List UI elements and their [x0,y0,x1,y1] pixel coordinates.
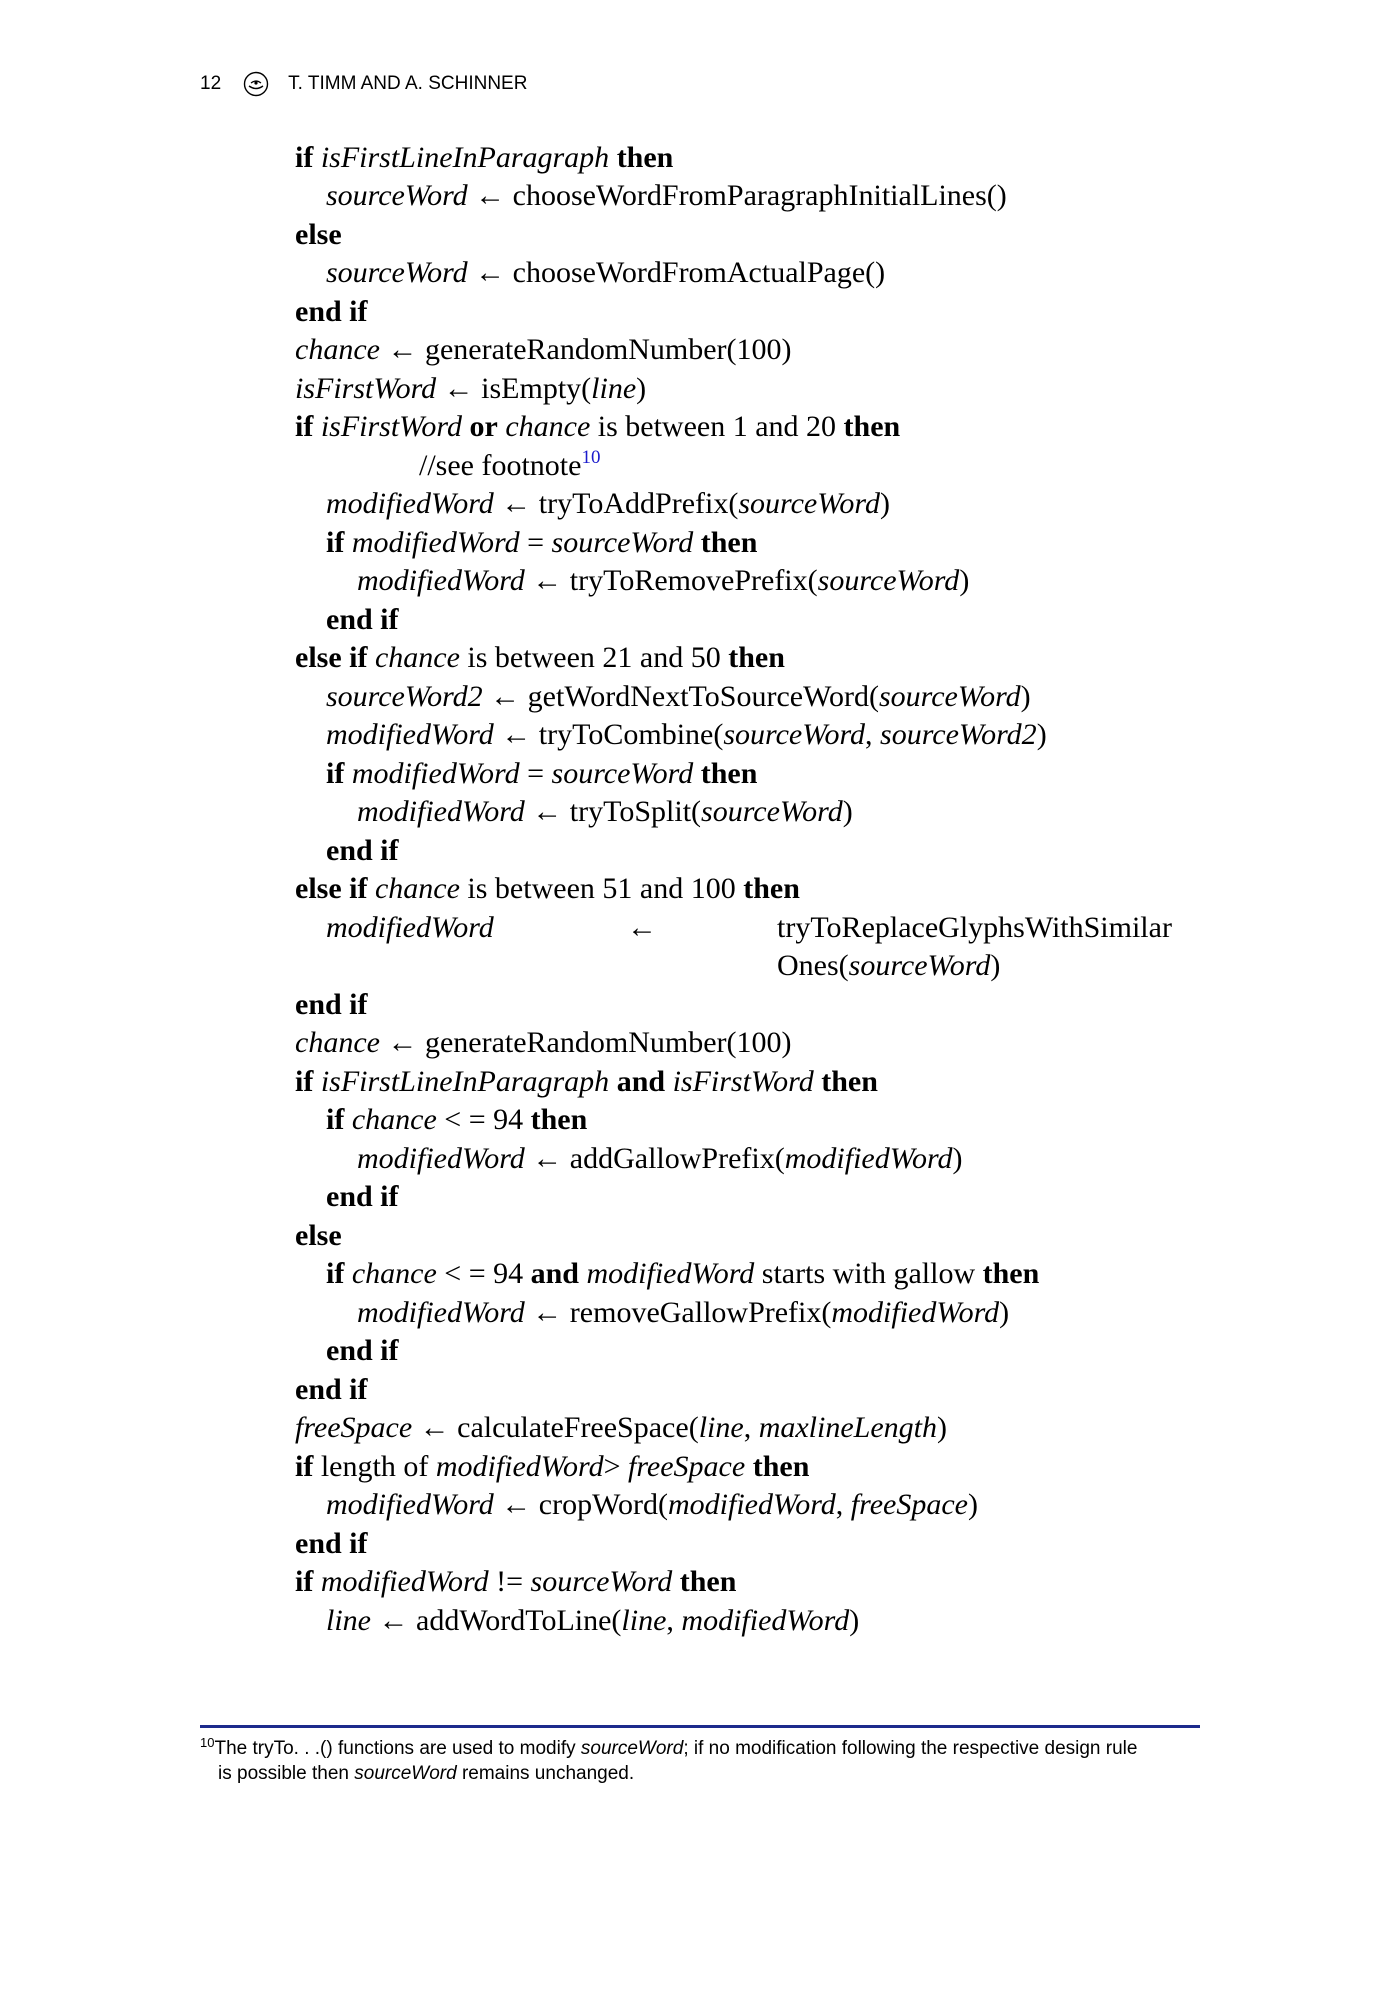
code-line-4: sourceWord ← chooseWordFromActualPage() [326,256,886,289]
code-line-36: modifiedWord ← cropWord(modifiedWord, freeSpace) [326,1488,978,1521]
code-line-39: line ← addWordToLine(line, modifiedWord) [326,1604,860,1637]
code-line-8: if isFirstWord or chance is between 1 and 20 then [295,410,901,443]
footnote-divider [200,1725,1200,1728]
code-line-21-rhs: tryToReplaceGlyphsWithSimilar [777,911,1172,944]
code-line-6: chance ← generateRandomNumber(100) [295,333,792,366]
code-line-19: end if [326,834,399,867]
running-header [200,71,527,97]
code-line-9: //see footnote$^{10}$ [419,447,601,482]
code-line-3: else [295,218,342,251]
code-line-29: else [295,1219,342,1252]
code-line-21-lhs: modifiedWord [326,911,494,944]
code-line-11: if modifiedWord = sourceWord then [326,526,758,559]
code-line-35: if length of modifiedWord> freeSpace then [295,1450,810,1483]
running-authors: T. TIMM AND A. SCHINNER [288,73,528,94]
code-line-22: Ones(sourceWord) [777,949,1001,982]
code-line-5: end if [295,295,368,328]
code-line-12: modifiedWord ← tryToRemovePrefix(sourceWord) [357,564,970,597]
code-line-20: else if chance is between 51 and 100 then [295,872,800,905]
code-line-31: modifiedWord ← removeGallowPrefix(modifiedWord) [357,1296,1010,1329]
footnote: $^{10}$The tryTo. . .() functions are used to modify sourceWord; if no modification following the respective design rule is possible then sourceWord remains unchanged. [200,1735,1138,1784]
code-line-2: sourceWord ← chooseWordFromParagraphInitialLines() [326,179,1007,212]
code-line-24: chance ← generateRandomNumber(100) [295,1026,792,1059]
code-line-28: end if [326,1180,399,1213]
code-line-7: isFirstWord ← isEmpty(line) [295,372,647,405]
code-line-34: freeSpace ← calculateFreeSpace(line, maxlineLength) [295,1411,947,1444]
code-line-32: end if [326,1334,399,1367]
code-line-37: end if [295,1527,368,1560]
code-line-10: modifiedWord ← tryToAddPrefix(sourceWord) [326,487,890,520]
footnote-ref-link[interactable]: 10 [581,447,601,468]
code-line-30: if chance < = 94 and modifiedWord starts with gallow then [326,1257,1040,1290]
code-line-17: if modifiedWord = sourceWord then [326,757,758,790]
code-line-1: if isFirstLineInParagraph then [295,141,674,174]
footnote-number: 10 [200,1735,215,1750]
code-line-18: modifiedWord ← tryToSplit(sourceWord) [357,795,853,828]
publisher-logo-icon [243,71,269,97]
page-number: 12 [200,73,222,94]
code-line-38: if modifiedWord != sourceWord then [295,1565,737,1598]
code-line-14: else if chance is between 21 and 50 then [295,641,785,674]
code-line-23: end if [295,988,368,1021]
code-line-13: end if [326,603,399,636]
code-line-16: modifiedWord ← tryToCombine(sourceWord, sourceWord2) [326,718,1047,751]
code-line-33: end if [295,1373,368,1406]
code-line-21-arrow: ← [627,911,657,944]
code-line-25: if isFirstLineInParagraph and isFirstWord then [295,1065,878,1098]
code-line-26: if chance < = 94 then [326,1103,588,1136]
code-line-27: modifiedWord ← addGallowPrefix(modifiedWord) [357,1142,963,1175]
code-line-15: sourceWord2 ← getWordNextToSourceWord(sourceWord) [326,680,1031,713]
